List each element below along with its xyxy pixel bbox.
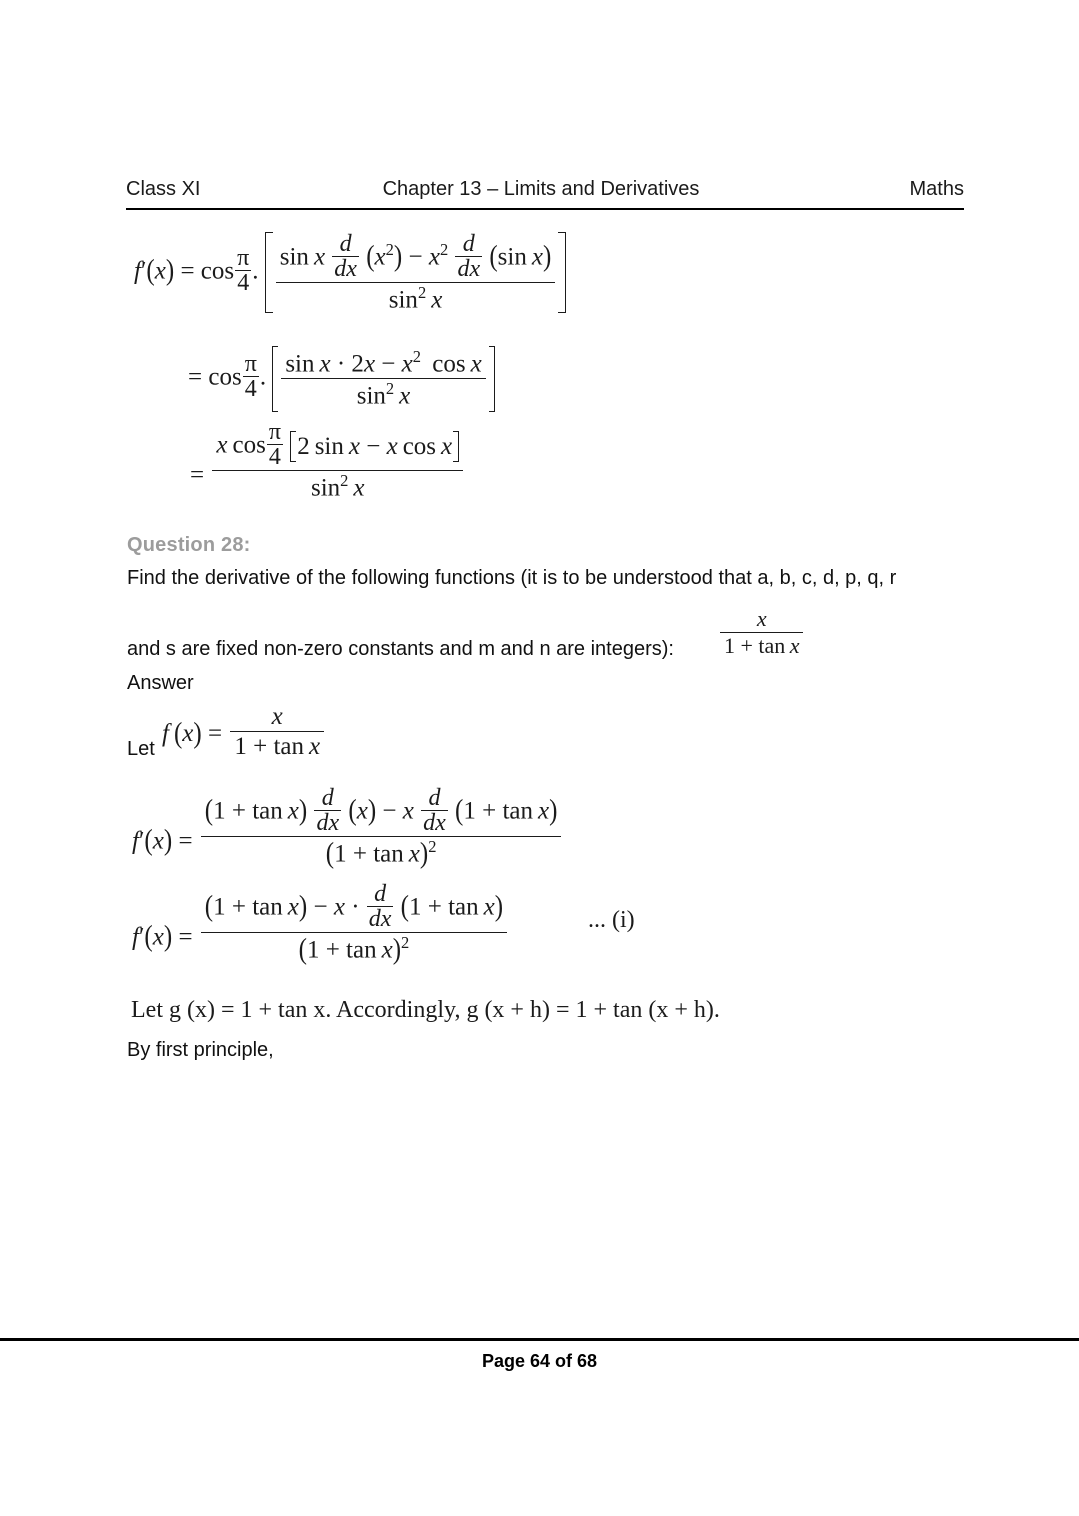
equation-quotient-rule-simplified: f′(x) = (1 + tan x) − x · $\frac{d}{dx}$ (1 + tan x) $(1 + \tan x)^2$: [132, 882, 509, 963]
equation-g-definition-text: Let g (x) = 1 + tan x. Accordingly, g (x + h) = 1 + tan (x + h).: [131, 997, 720, 1023]
header-class-label: Class XI: [126, 178, 201, 200]
equation-derivative-step-3: = x cos $\frac{\pi}{4}$ 2 sin x − x cos x $\sin^2 x$: [190, 420, 465, 501]
page-number-label: Page 64 of 68: [481, 1351, 598, 1371]
by-first-principle-label: By first principle,: [127, 1039, 274, 1061]
equation-quotient-rule: f′(x) = (1 + tan x) $\frac{d}{dx}$ (x) − x $\frac{d}{dx}$ (1 + tan x) $(1 + \tan x)^2$: [132, 786, 563, 867]
answer-label: Answer: [127, 672, 194, 694]
equation-question-function: $\frac{x}{\text{1 + tan x}}$: [718, 607, 805, 658]
let-label: Let: [127, 738, 155, 760]
equation-derivative-step-1: f′(x) = cos $\frac{\pi}{4}$ . sin x $\frac{d}{dx}$ $(x^2) - x^2$ $\frac{d}{dx}$ (sin x) $\sin^2 x$: [134, 232, 566, 313]
equation-function-definition: f (x) = $\frac{x}{\text{1 + tan x}}$: [162, 703, 326, 760]
equation-reference-tag: ... (i): [588, 907, 635, 933]
page-header: [126, 178, 964, 210]
equation-derivative-step-2: = cos $\frac{\pi}{4}$ . $\frac{\sin x \cdot 2x - x^2 \cos x}{\sin^2 x}$: [188, 348, 495, 410]
question-text-line-2: and s are fixed non-zero constants and m and n are integers):: [127, 638, 674, 660]
header-chapter-title: Chapter 13 – Limits and Derivatives: [382, 178, 700, 200]
page-footer: [0, 1338, 1079, 1372]
question-text-line-1: Find the derivative of the following functions (it is to be understood that a, b, c, d, p, q, r: [127, 567, 897, 589]
question-heading: Question 28:: [127, 534, 251, 556]
header-subject-label: Maths: [909, 178, 964, 200]
